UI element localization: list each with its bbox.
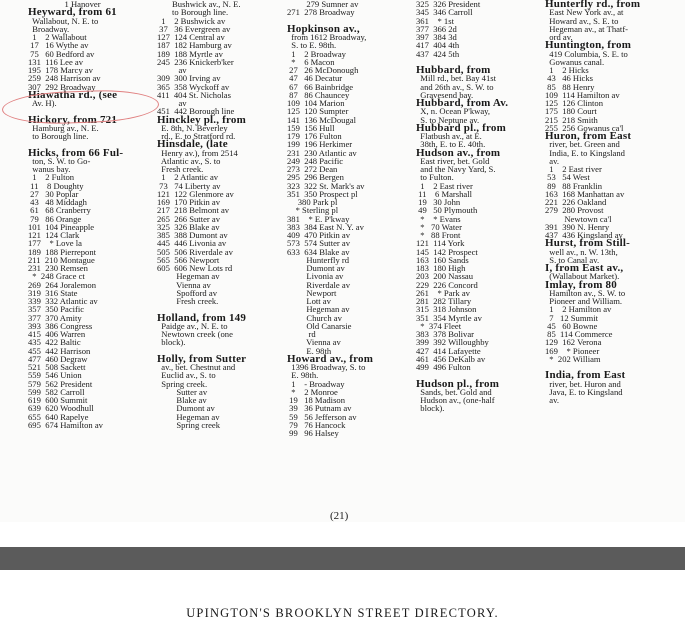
- directory-line: 38th, E. to E. 40th.: [416, 139, 486, 150]
- directory-line: Mill rd., bet. Bay 41st: [416, 73, 496, 84]
- directory-line: 357 350 Pacific: [28, 304, 85, 315]
- directory-line: 1 2 Atlantic av: [157, 172, 219, 183]
- directory-line: 79 76 Hancock: [287, 419, 346, 430]
- directory-line: 11 8 Doughty: [28, 180, 84, 191]
- directory-line: Newport: [287, 287, 337, 298]
- directory-line: Java, E. to Kingsland: [545, 386, 623, 397]
- directory-line: 279 Sumner av: [287, 0, 359, 9]
- directory-line: 383 378 Bolivar: [416, 329, 475, 339]
- street-heading: Howard av., from: [287, 352, 374, 365]
- directory-line: 163 160 Sands: [416, 254, 469, 265]
- directory-line: rd: [287, 329, 316, 339]
- directory-line: 319 316 State: [28, 287, 78, 298]
- directory-line: * 6 Macon: [287, 56, 335, 67]
- street-heading: Hubbard, from: [416, 64, 491, 76]
- directory-line: 521 508 Sackett: [28, 362, 86, 372]
- directory-line: E. 98th.: [287, 370, 319, 381]
- directory-line: 599 582 Carroll: [28, 386, 85, 397]
- directory-line: 325 326 Blake av: [157, 221, 220, 232]
- directory-line: 261 * Park av: [416, 287, 470, 298]
- directory-line: 383 384 East N. Y. av: [287, 221, 364, 232]
- column-4: [416, 0, 544, 508]
- directory-line: 11 6 Marshall: [416, 188, 473, 199]
- directory-line: river, bet. Huron and: [545, 378, 621, 389]
- directory-line: 385 388 Dumont av: [157, 230, 228, 240]
- column-2: [157, 0, 285, 508]
- directory-line: 455 442 Harrison: [28, 345, 91, 356]
- directory-line: 129 162 Verona: [545, 337, 602, 348]
- directory-line: 461 456 DeKalb av: [416, 353, 486, 364]
- street-heading: Heyward, from 61: [28, 6, 117, 19]
- directory-line: 217 218 Belmont av: [157, 205, 230, 216]
- directory-line: 1 2 East river: [545, 164, 602, 174]
- directory-line: 279 280 Provost: [545, 205, 604, 216]
- directory-line: to Borough line.: [157, 7, 229, 18]
- directory-line: 121 114 York: [416, 238, 465, 249]
- directory-line: 309 300 Irving av: [157, 73, 221, 84]
- directory-line: 307 292 Broadway: [28, 81, 96, 92]
- directory-footer-title: UPINGTON'S BROOKLYN STREET DIRECTORY.: [186, 606, 499, 620]
- directory-line: 19 18 Madison: [287, 395, 346, 405]
- directory-line: 45 60 Bowne: [545, 320, 598, 331]
- directory-line: E. 98th: [287, 345, 332, 356]
- directory-line: Newtown ca'l: [545, 213, 612, 224]
- directory-line: 273 272 Dean: [287, 164, 338, 174]
- directory-line: 19 30 John: [416, 197, 461, 207]
- directory-line: S. to Neptune av.: [416, 114, 480, 125]
- directory-line: 17 16 Wythe av: [28, 40, 89, 51]
- directory-line: Broadway.: [28, 23, 70, 34]
- street-heading: Imlay, from 80: [545, 278, 617, 291]
- street-heading: Hunterfly rd., from: [545, 0, 641, 10]
- directory-line: Hudson av., (one-half: [416, 395, 495, 405]
- directory-line: 419 Columbia, S. E. to: [545, 48, 628, 59]
- directory-line: 619 600 Summit: [28, 395, 88, 405]
- directory-line: 417 404 4th: [416, 40, 460, 51]
- street-heading: Holly, from Sutter: [157, 352, 247, 365]
- directory-line: 125 120 Sumpter: [287, 106, 349, 117]
- directory-line: 245 236 Knickerb'ker: [157, 56, 234, 67]
- street-heading: Hubbard, from Av.: [416, 97, 509, 109]
- directory-line: Hegeman av: [287, 304, 350, 315]
- directory-line: * * Evans: [416, 213, 461, 224]
- directory-line: 281 282 Tillary: [416, 296, 472, 306]
- directory-line: 141 136 McDougal: [287, 114, 356, 125]
- directory-line: 99 96 Halsey: [287, 428, 339, 438]
- directory-line: 451 442 Borough line: [157, 106, 235, 117]
- directory-line: Paidge av., N. E. to: [157, 320, 228, 331]
- directory-line: 393 386 Congress: [28, 320, 93, 331]
- directory-line: 565 566 Newport: [157, 254, 220, 265]
- directory-line: Gravesend bay.: [416, 89, 474, 100]
- directory-line: 437 436 Kingsland av: [545, 230, 623, 240]
- directory-line: 255 256 Gowanus ca'l: [545, 122, 624, 133]
- directory-line: 579 562 President: [28, 378, 93, 389]
- directory-line: 89 88 Franklin: [545, 180, 603, 191]
- street-heading: India, from East: [545, 369, 626, 382]
- directory-line: well av., n. W. 13th,: [545, 246, 618, 257]
- directory-line: 37 36 Evergreen av: [157, 23, 231, 34]
- directory-line: 351 354 Myrtle av: [416, 312, 482, 323]
- directory-line: Spring creek: [157, 419, 221, 430]
- directory-line: Bushwick av., N. E.: [157, 0, 241, 9]
- directory-line: India, E. to Kingsland: [545, 147, 625, 158]
- directory-line: 211 210 Montague: [28, 254, 95, 265]
- directory-line: Spofford av: [157, 287, 217, 298]
- directory-line: 377 366 2d: [416, 23, 457, 34]
- directory-line: Atlantic av., S. to: [157, 155, 221, 166]
- directory-line: 127 124 Central av: [157, 32, 225, 42]
- directory-line: ord av.: [545, 32, 573, 42]
- directory-line: Hegeman av: [157, 411, 220, 422]
- directory-line: * 248 Grace ct: [28, 271, 85, 282]
- directory-line: 73 74 Liberty av: [157, 180, 221, 191]
- directory-line: Flatbush av., at E.: [416, 131, 482, 141]
- directory-line: 365 358 Wyckoff av: [157, 81, 230, 92]
- directory-line: 187 182 Hamburg av: [157, 40, 232, 51]
- directory-line: av: [157, 98, 187, 108]
- directory-line: Spring creek.: [157, 378, 208, 389]
- directory-line: and the Navy Yard, S.: [416, 164, 496, 174]
- column-5: [545, 0, 680, 508]
- directory-line: Hegeman av., at Thatf-: [545, 23, 629, 34]
- directory-line: 189 188 Pierrepont: [28, 246, 97, 257]
- directory-line: Fresh creek.: [157, 164, 204, 174]
- directory-line: * Sterling pl: [287, 205, 339, 216]
- directory-line: 380 Park pl: [287, 197, 338, 207]
- directory-line: 445 446 Livonia av: [157, 238, 227, 249]
- directory-line: 59 56 Jefferson av: [287, 411, 357, 422]
- directory-line: Dumont av: [287, 263, 345, 273]
- directory-line: 179 176 Fulton: [287, 131, 342, 141]
- directory-line: 203 200 Nassau: [416, 271, 474, 282]
- directory-line: 27 26 McDonough: [287, 65, 359, 75]
- column-1: [28, 0, 158, 508]
- directory-line: Wallabout, N. E. to: [28, 15, 99, 26]
- street-heading: Hinsdale, (late: [157, 138, 228, 151]
- directory-line: 259 248 Harrison av: [28, 73, 101, 84]
- directory-line: to Borough line.: [28, 131, 89, 141]
- page-number: (21): [330, 510, 349, 522]
- directory-line: 231 230 Remsen: [28, 263, 88, 273]
- directory-line: Livonia av: [287, 271, 344, 282]
- directory-line: Gowanus canal.: [545, 56, 605, 67]
- directory-line: 175 180 Court: [545, 106, 597, 117]
- directory-line: 315 318 Johnson: [416, 304, 477, 315]
- directory-line: 189 188 Myrtle av: [157, 48, 223, 59]
- directory-line: Sands, bet. Gold and: [416, 386, 492, 397]
- directory-line: 53 54 West: [545, 172, 590, 183]
- directory-line: Lott av: [287, 296, 331, 306]
- street-heading: I, from East av.,: [545, 262, 624, 274]
- directory-line: Hamburg av., N. E.: [28, 122, 99, 133]
- directory-line: 199 196 Herkimer: [287, 139, 353, 150]
- directory-line: 229 226 Concord: [416, 279, 478, 290]
- directory-line: 271 278 Broadway: [287, 7, 355, 18]
- directory-line: Euclid av., S. to: [157, 370, 216, 381]
- directory-line: 411 404 St. Nicholas: [157, 89, 231, 100]
- directory-line: 1 - Broadway: [287, 378, 345, 389]
- directory-line: 1 2 East river: [416, 180, 473, 191]
- directory-line: 27 30 Poplar: [28, 188, 79, 199]
- directory-line: 109 104 Marion: [287, 98, 345, 108]
- directory-line: 177 * Love la: [28, 238, 82, 249]
- directory-line: 215 218 Smith: [545, 114, 598, 125]
- directory-line: Church av: [287, 312, 342, 323]
- directory-line: 397 384 3d: [416, 32, 457, 42]
- directory-line: East New York av., at: [545, 7, 624, 18]
- directory-line: Fresh creek.: [157, 296, 219, 306]
- street-heading: Hinckley pl., from: [157, 113, 246, 126]
- directory-line: 1 2 Broadway: [287, 48, 346, 59]
- directory-line: 43 48 Middagh: [28, 197, 87, 207]
- directory-line: 79 86 Orange: [28, 213, 82, 224]
- street-heading: Hicks, from 66 Ful-: [28, 146, 124, 159]
- directory-line: wanus bay.: [28, 164, 71, 174]
- directory-line: 655 640 Rapelye: [28, 411, 89, 422]
- directory-line: 47 46 Decatur: [287, 73, 343, 84]
- directory-line: 377 370 Amity: [28, 312, 82, 323]
- directory-line: 169 * Pioneer: [545, 345, 600, 356]
- directory-line: 85 114 Commerce: [545, 329, 613, 339]
- directory-line: 75 60 Bedford av: [28, 48, 95, 59]
- street-heading: Hopkinson av.,: [287, 22, 360, 35]
- directory-line: 391 390 N. Henry: [545, 221, 610, 232]
- directory-line: 1 2 Wallabout: [28, 32, 87, 42]
- directory-line: 109 114 Hamilton av: [545, 89, 620, 100]
- directory-line: 605 606 New Lots rd: [157, 263, 233, 273]
- directory-line: 1 2 Hicks: [545, 65, 589, 75]
- directory-line: 323 322 St. Mark's av: [287, 180, 365, 191]
- directory-line: 163 168 Manhattan av: [545, 188, 625, 199]
- directory-line: Pioneer and William.: [545, 296, 623, 306]
- directory-line: S. to E. 98th.: [287, 40, 337, 51]
- directory-line: 427 414 Lafayette: [416, 345, 481, 356]
- directory-line: 39 36 Putnam av: [287, 403, 352, 414]
- directory-line: * 202 William: [545, 353, 601, 364]
- directory-line: and 26th av., S. W. to: [416, 81, 494, 92]
- street-heading: Hudson pl., from: [416, 377, 500, 390]
- directory-line: Sutter av: [157, 386, 208, 397]
- directory-line: av., bet. Chestnut and: [157, 362, 236, 372]
- directory-line: 325 326 President: [416, 0, 481, 9]
- directory-line: 125 126 Clinton: [545, 98, 604, 108]
- directory-line: 1 2 Fulton: [28, 172, 75, 183]
- directory-line: av: [157, 65, 187, 75]
- directory-line: 409 470 Pitkin av: [287, 230, 351, 240]
- directory-line: 435 422 Baltic: [28, 337, 81, 348]
- directory-line: av.: [545, 155, 559, 166]
- directory-line: * 2 Monroe: [287, 386, 338, 397]
- directory-line: 1396 Broadway, S. to: [287, 362, 366, 372]
- directory-line: 87 86 Chauncey: [287, 89, 350, 100]
- directory-line: Dumont av: [157, 403, 215, 414]
- directory-line: 639 620 Woodhull: [28, 403, 94, 414]
- directory-line: 221 226 Oakland: [545, 197, 607, 207]
- directory-line: Vienna av: [157, 279, 211, 290]
- directory-line: * 70 Water: [416, 221, 462, 232]
- directory-line: 43 46 Hicks: [545, 73, 593, 84]
- directory-line: X, n. Ocean P'kway,: [416, 106, 491, 117]
- directory-line: Vienna av: [287, 337, 341, 348]
- column-3: [287, 0, 415, 508]
- directory-line: Av. H).: [28, 98, 57, 108]
- street-heading: Huron, from East: [545, 130, 632, 142]
- directory-line: 573 574 Sutter av: [287, 238, 351, 249]
- directory-line: Old Canarsie: [287, 320, 352, 331]
- directory-line: 1 2 Hamilton av: [545, 304, 612, 315]
- directory-line: 399 392 Willoughby: [416, 337, 489, 348]
- directory-line: 249 248 Pacific: [287, 155, 344, 166]
- directory-line: 633 634 Blake av: [287, 246, 350, 257]
- street-heading: Hiawatha rd., (see: [28, 88, 118, 101]
- directory-line: 169 170 Pitkin av: [157, 197, 221, 207]
- directory-line: 265 266 Sutter av: [157, 213, 221, 224]
- directory-line: 559 546 Union: [28, 370, 82, 381]
- directory-line: * 374 Fleet: [416, 320, 462, 331]
- directory-line: 85 88 Henry: [545, 81, 595, 92]
- directory-line: river, bet. Green and: [545, 139, 620, 150]
- directory-line: 269 264 Joralemon: [28, 279, 97, 290]
- directory-line: 339 332 Atlantic av: [28, 296, 98, 306]
- directory-line: Riverdale av: [287, 279, 351, 290]
- street-heading: Hickory, from 721: [28, 113, 118, 126]
- page-separator-band: [0, 547, 685, 570]
- directory-line: 183 180 High: [416, 263, 466, 273]
- directory-line: 295 296 Bergen: [287, 172, 344, 183]
- street-heading: Hubbard pl., from: [416, 121, 506, 134]
- directory-line: 49 50 Plymouth: [416, 205, 478, 216]
- directory-line: East river, bet. Gold: [416, 155, 490, 166]
- directory-line: av.: [545, 395, 559, 405]
- directory-line: ton, S. W. to Go-: [28, 155, 91, 166]
- directory-line: Hegeman av: [157, 271, 220, 282]
- directory-line: 477 460 Degraw: [28, 353, 88, 364]
- street-heading: Hudson av., from: [416, 146, 501, 159]
- directory-line: 195 178 Marcy av: [28, 65, 93, 75]
- street-heading: Huntington, from: [545, 39, 632, 52]
- directory-line: 121 122 Glenmore av: [157, 188, 234, 199]
- directory-line: 381 * E. P'kway: [287, 213, 350, 224]
- directory-line: 67 66 Bainbridge: [287, 81, 354, 92]
- directory-line: 231 230 Atlantic av: [287, 147, 357, 158]
- directory-line: Newtown creek (one: [157, 329, 233, 339]
- directory-line: block).: [416, 403, 445, 414]
- directory-line: Henry av.), from 2514: [157, 147, 238, 158]
- directory-line: (Wallabout Market).: [545, 271, 620, 282]
- directory-line: from 1612 Broadway,: [287, 32, 367, 42]
- directory-line: S. to Canal av.: [545, 254, 600, 265]
- directory-line: 61 68 Cranberry: [28, 205, 91, 216]
- directory-line: 499 496 Fulton: [416, 362, 471, 372]
- directory-line: Hunterfly rd: [287, 254, 350, 265]
- directory-line: 131 116 Lee av: [28, 56, 84, 67]
- directory-line: 361 * 1st: [416, 15, 454, 26]
- directory-line: to Fulton.: [416, 172, 454, 183]
- directory-line: 695 674 Hamilton av: [28, 419, 103, 430]
- directory-line: 121 124 Clark: [28, 230, 80, 240]
- directory-line: 505 506 Riverdale av: [157, 246, 233, 257]
- directory-line: * 88 Front: [416, 230, 461, 240]
- directory-line: Hamilton av., S. W. to: [545, 287, 626, 298]
- directory-line: E. 8th, N. Beverley: [157, 122, 228, 133]
- directory-line: 159 156 Hull: [287, 122, 335, 133]
- directory-line: block).: [157, 337, 186, 348]
- street-heading: Hurst, from Still-: [545, 237, 630, 250]
- directory-line: 7 12 Summit: [545, 312, 599, 323]
- directory-line: 345 346 Carroll: [416, 7, 473, 18]
- directory-line: Blake av: [157, 395, 207, 405]
- directory-line: Howard av., S. E. to: [545, 15, 619, 26]
- directory-line: 101 104 Pineapple: [28, 221, 95, 232]
- street-heading: Holland, from 149: [157, 311, 247, 324]
- directory-line: rd., E. to Stratford rd.: [157, 131, 236, 141]
- directory-line: 1 2 Bushwick av: [157, 15, 226, 26]
- directory-line: 415 406 Warren: [28, 329, 86, 339]
- directory-line: 437 424 5th: [416, 48, 460, 59]
- directory-line: 1 Hanover: [28, 0, 101, 9]
- directory-line: 145 142 Prospect: [416, 246, 478, 257]
- directory-line: 351 350 Prospect pl: [287, 188, 358, 199]
